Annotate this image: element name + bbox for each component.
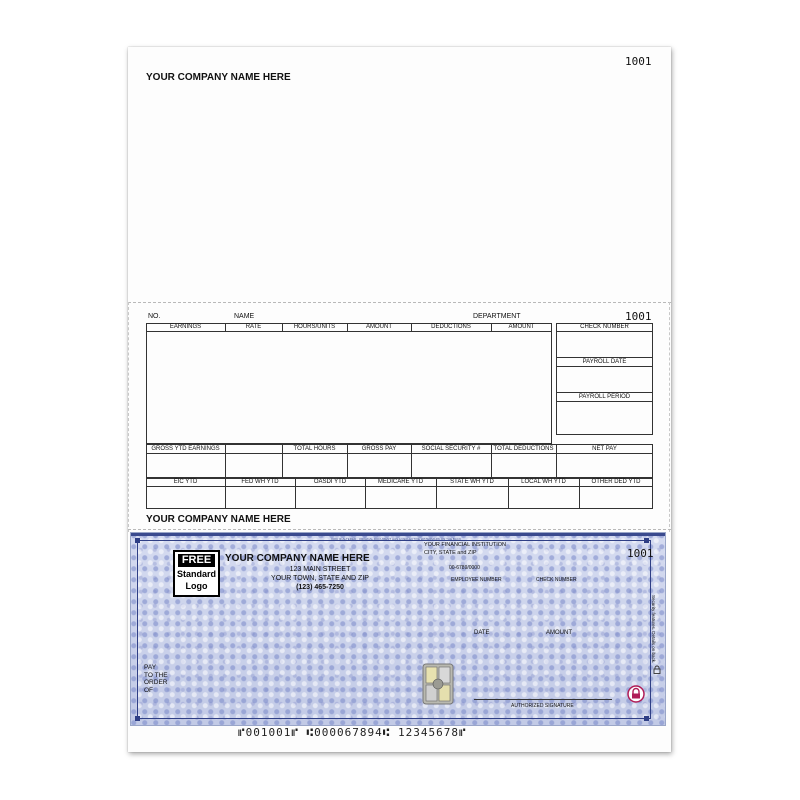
other-ded-ytd-header: OTHER DED YTD [591,479,641,485]
deduction-amount-col-header: AMOUNT [508,324,535,330]
stub-department-label: DEPARTMENT [473,313,521,320]
signature-label: AUTHORIZED SIGNATURE [511,703,574,709]
micr-line: ⑈001001⑈ ⑆000067894⑆ 12345678⑈ [238,726,467,739]
earnings-col-header: EARNINGS [169,324,202,330]
total-deductions-header: TOTAL DEDUCTIONS [493,446,554,452]
bank-city: CITY, STATE and ZIP [424,550,477,556]
bank-info [424,541,506,557]
state-wh-ytd-header: STATE WH YTD [450,479,494,485]
bank-fraction: 00-6789/0000 [449,565,480,571]
ssn-header: SOCIAL SECURITY # [421,446,481,452]
medicare-ytd-header: MEDICARE YTD [377,479,424,485]
check-company-name: YOUR COMPANY NAME HERE [225,553,370,564]
logo-logo-text: Logo [185,581,208,591]
stub-name-label: NAME [234,313,255,320]
company-logo [173,550,220,597]
logo-standard-text: Standard [176,569,216,579]
company-phone: (123) 465-7250 [296,584,344,591]
payroll-check-sheet [128,47,671,752]
top-company-name: YOUR COMPANY NAME HERE [146,72,291,83]
padlock-icon [653,665,661,674]
company-address [225,565,415,592]
fed-wh-ytd-header: FED WH YTD [241,479,279,485]
address-line2: YOUR TOWN, STATE AND ZIP [271,575,369,582]
stub-check-number: 1001 [625,310,652,323]
address-line1: 123 MAIN STREET [289,566,351,573]
date-label: DATE [474,630,490,636]
security-note: Security features. Details on back. [651,595,656,664]
stub-bottom-company-name: YOUR COMPANY NAME HERE [146,514,291,525]
signature-line [474,699,612,700]
check-number-field-label: CHECK NUMBER [536,577,577,583]
logo-free-text: FREE [178,554,215,567]
amount-col-header: AMOUNT [366,324,392,330]
earnings-table [146,323,552,444]
check-number: 1001 [627,547,654,560]
oasdi-ytd-header: OASDI YTD [313,479,347,485]
pay-to-order-label: PAY TO THE ORDER OF [144,664,168,694]
employee-number-label: EMPLOYEE NUMBER [451,577,502,583]
check-number-label: CHECK NUMBER [580,324,629,330]
bank-name: YOUR FINANCIAL INSTITUTION [424,542,506,548]
net-pay-header: NET PAY [592,446,617,452]
stub-no-label: NO. [148,313,161,320]
payroll-info-box [556,323,653,435]
total-hours-header: TOTAL HOURS [293,446,336,452]
security-seal-icon [627,685,645,703]
eic-ytd-header: EIC YTD [173,479,198,485]
hours-col-header: HOURS/UNITS [293,324,336,330]
top-check-number: 1001 [625,55,652,68]
perforation-top [128,302,671,303]
perforation-bottom [128,529,671,530]
deductions-col-header: DEDUCTIONS [431,324,471,330]
local-wh-ytd-header: LOCAL WH YTD [521,479,566,485]
top-microprint: VOID IF ALTERED · ORIGINAL DOCUMENT HAS A REFLECTIVE WATERMARK ON THE BACK [331,537,462,541]
security-hologram-icon [422,663,454,705]
check-body [130,532,666,726]
gross-pay-header: GROSS PAY [361,446,397,452]
gross-ytd-header: GROSS YTD EARNINGS [151,446,220,452]
amount-label: AMOUNT [546,630,572,636]
payroll-date-label: PAYROLL DATE [582,359,627,365]
rate-col-header: RATE [245,324,262,330]
payroll-period-label: PAYROLL PERIOD [578,394,631,400]
